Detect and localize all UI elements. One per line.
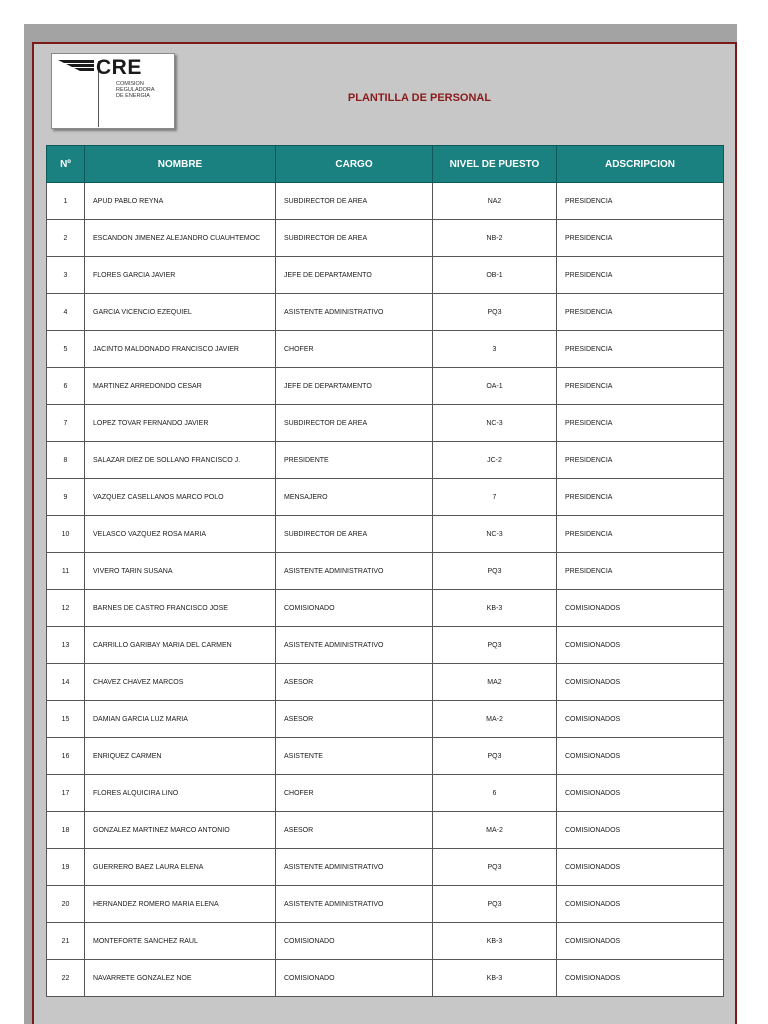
cell-nombre: ESCANDON JIMENEZ ALEJANDRO CUAUHTEMOC bbox=[85, 220, 276, 257]
table-row bbox=[47, 479, 724, 516]
table-row bbox=[47, 442, 724, 479]
cell-cargo: SUBDIRECTOR DE AREA bbox=[276, 405, 433, 442]
cell-num: 16 bbox=[47, 738, 85, 775]
cell-adscripcion: COMISIONADOS bbox=[557, 738, 724, 775]
cre-logo bbox=[51, 53, 175, 129]
cell-cargo: JEFE DE DEPARTAMENTO bbox=[276, 257, 433, 294]
cell-nombre: VIVERO TARIN SUSANA bbox=[85, 553, 276, 590]
cell-cargo: PRESIDENTE bbox=[276, 442, 433, 479]
cell-nombre: DAMIAN GARCIA LUZ MARIA bbox=[85, 701, 276, 738]
table-body bbox=[47, 183, 724, 997]
cell-adscripcion: COMISIONADOS bbox=[557, 812, 724, 849]
cell-nivel: PQ3 bbox=[433, 553, 557, 590]
cell-adscripcion: PRESIDENCIA bbox=[557, 516, 724, 553]
table-row bbox=[47, 664, 724, 701]
cell-adscripcion: PRESIDENCIA bbox=[557, 368, 724, 405]
cell-nivel: 3 bbox=[433, 331, 557, 368]
cell-nivel: MA2 bbox=[433, 664, 557, 701]
cell-nivel: NB-2 bbox=[433, 220, 557, 257]
cell-adscripcion: PRESIDENCIA bbox=[557, 183, 724, 220]
cell-cargo: ASISTENTE ADMINISTRATIVO bbox=[276, 294, 433, 331]
cell-nivel: NA2 bbox=[433, 183, 557, 220]
cell-nombre: FLORES ALQUICIRA LINO bbox=[85, 775, 276, 812]
logo-title: CRE bbox=[96, 56, 142, 79]
cell-nombre: NAVARRETE GONZALEZ NOE bbox=[85, 960, 276, 997]
table-row bbox=[47, 849, 724, 886]
cell-nivel: OB-1 bbox=[433, 257, 557, 294]
table-row bbox=[47, 701, 724, 738]
cell-num: 19 bbox=[47, 849, 85, 886]
cell-nivel: JC-2 bbox=[433, 442, 557, 479]
cell-adscripcion: PRESIDENCIA bbox=[557, 257, 724, 294]
cell-num: 13 bbox=[47, 627, 85, 664]
cell-adscripcion: PRESIDENCIA bbox=[557, 553, 724, 590]
cell-nivel: PQ3 bbox=[433, 738, 557, 775]
table-row bbox=[47, 738, 724, 775]
cell-nombre: CHAVEZ CHAVEZ MARCOS bbox=[85, 664, 276, 701]
cell-nombre: GUERRERO BAEZ LAURA ELENA bbox=[85, 849, 276, 886]
document-page bbox=[32, 42, 737, 1024]
cell-cargo: ASISTENTE ADMINISTRATIVO bbox=[276, 627, 433, 664]
cell-nivel: PQ3 bbox=[433, 886, 557, 923]
cell-nivel: KB-3 bbox=[433, 960, 557, 997]
cell-num: 9 bbox=[47, 479, 85, 516]
cell-num: 5 bbox=[47, 331, 85, 368]
cell-nivel: 7 bbox=[433, 479, 557, 516]
cell-num: 12 bbox=[47, 590, 85, 627]
cell-cargo: SUBDIRECTOR DE AREA bbox=[276, 220, 433, 257]
column-header-nombre: NOMBRE bbox=[85, 146, 276, 183]
table-header-row bbox=[47, 146, 724, 183]
table-row bbox=[47, 368, 724, 405]
cell-nombre: BARNES DE CASTRO FRANCISCO JOSE bbox=[85, 590, 276, 627]
cell-adscripcion: PRESIDENCIA bbox=[557, 220, 724, 257]
cell-cargo: ASESOR bbox=[276, 664, 433, 701]
cell-adscripcion: COMISIONADOS bbox=[557, 886, 724, 923]
cell-num: 6 bbox=[47, 368, 85, 405]
cell-adscripcion: COMISIONADOS bbox=[557, 960, 724, 997]
table-row bbox=[47, 812, 724, 849]
cell-nombre: MARTINEZ ARREDONDO CESAR bbox=[85, 368, 276, 405]
cell-nivel: NC-3 bbox=[433, 516, 557, 553]
table-row bbox=[47, 220, 724, 257]
cell-nivel: PQ3 bbox=[433, 849, 557, 886]
cell-adscripcion: COMISIONADOS bbox=[557, 849, 724, 886]
cell-cargo: JEFE DE DEPARTAMENTO bbox=[276, 368, 433, 405]
cell-nivel: PQ3 bbox=[433, 627, 557, 664]
table-row bbox=[47, 590, 724, 627]
table-row bbox=[47, 553, 724, 590]
cell-cargo: CHOFER bbox=[276, 775, 433, 812]
table-row bbox=[47, 627, 724, 664]
cell-num: 1 bbox=[47, 183, 85, 220]
table-row bbox=[47, 294, 724, 331]
cell-adscripcion: COMISIONADOS bbox=[557, 664, 724, 701]
column-header-nivel: NIVEL DE PUESTO bbox=[433, 146, 557, 183]
cell-nombre: MONTEFORTE SANCHEZ RAUL bbox=[85, 923, 276, 960]
cell-cargo: COMISIONADO bbox=[276, 590, 433, 627]
table-row bbox=[47, 516, 724, 553]
table-row bbox=[47, 923, 724, 960]
cell-num: 11 bbox=[47, 553, 85, 590]
cell-nivel: OA-1 bbox=[433, 368, 557, 405]
cell-nivel: MA-2 bbox=[433, 812, 557, 849]
cell-adscripcion: PRESIDENCIA bbox=[557, 294, 724, 331]
cell-num: 21 bbox=[47, 923, 85, 960]
cell-cargo: ASESOR bbox=[276, 812, 433, 849]
cell-num: 8 bbox=[47, 442, 85, 479]
table-row bbox=[47, 775, 724, 812]
table-row bbox=[47, 960, 724, 997]
cell-adscripcion: COMISIONADOS bbox=[557, 775, 724, 812]
cell-nombre: HERNANDEZ ROMERO MARIA ELENA bbox=[85, 886, 276, 923]
cell-cargo: ASISTENTE ADMINISTRATIVO bbox=[276, 553, 433, 590]
cell-cargo: COMISIONADO bbox=[276, 923, 433, 960]
cell-cargo: ASESOR bbox=[276, 701, 433, 738]
cell-adscripcion: PRESIDENCIA bbox=[557, 331, 724, 368]
table-row bbox=[47, 886, 724, 923]
cell-adscripcion: PRESIDENCIA bbox=[557, 442, 724, 479]
cell-num: 2 bbox=[47, 220, 85, 257]
cell-nombre: APUD PABLO REYNA bbox=[85, 183, 276, 220]
cell-cargo: CHOFER bbox=[276, 331, 433, 368]
cell-nombre: GARCIA VICENCIO EZEQUIEL bbox=[85, 294, 276, 331]
cell-cargo: SUBDIRECTOR DE AREA bbox=[276, 183, 433, 220]
document-title: PLANTILLA DE PERSONAL bbox=[347, 92, 492, 104]
cell-adscripcion: COMISIONADOS bbox=[557, 590, 724, 627]
cell-nivel: 6 bbox=[433, 775, 557, 812]
cre-logo-mark-icon bbox=[58, 60, 96, 74]
cell-nivel: PQ3 bbox=[433, 294, 557, 331]
cell-num: 18 bbox=[47, 812, 85, 849]
cell-nivel: KB-3 bbox=[433, 590, 557, 627]
cell-adscripcion: COMISIONADOS bbox=[557, 627, 724, 664]
cell-adscripcion: PRESIDENCIA bbox=[557, 479, 724, 516]
column-header-adscripcion: ADSCRIPCION bbox=[557, 146, 724, 183]
table-row bbox=[47, 405, 724, 442]
table-row bbox=[47, 257, 724, 294]
cell-nombre: VELASCO VAZQUEZ ROSA MARIA bbox=[85, 516, 276, 553]
staff-table bbox=[46, 145, 724, 997]
cell-num: 17 bbox=[47, 775, 85, 812]
cell-cargo: ASISTENTE ADMINISTRATIVO bbox=[276, 886, 433, 923]
cell-num: 20 bbox=[47, 886, 85, 923]
cell-nivel: KB-3 bbox=[433, 923, 557, 960]
table-row bbox=[47, 183, 724, 220]
cell-num: 10 bbox=[47, 516, 85, 553]
cell-nombre: LOPEZ TOVAR FERNANDO JAVIER bbox=[85, 405, 276, 442]
cell-num: 22 bbox=[47, 960, 85, 997]
cell-cargo: MENSAJERO bbox=[276, 479, 433, 516]
cell-cargo: SUBDIRECTOR DE AREA bbox=[276, 516, 433, 553]
cell-nivel: MA-2 bbox=[433, 701, 557, 738]
cell-adscripcion: PRESIDENCIA bbox=[557, 405, 724, 442]
cell-nombre: CARRILLO GARIBAY MARIA DEL CARMEN bbox=[85, 627, 276, 664]
cell-num: 15 bbox=[47, 701, 85, 738]
cell-nombre: GONZALEZ MARTINEZ MARCO ANTONIO bbox=[85, 812, 276, 849]
cell-cargo: ASISTENTE ADMINISTRATIVO bbox=[276, 849, 433, 886]
cell-num: 4 bbox=[47, 294, 85, 331]
cell-nivel: NC-3 bbox=[433, 405, 557, 442]
cell-nombre: JACINTO MALDONADO FRANCISCO JAVIER bbox=[85, 331, 276, 368]
column-header-num: Nº bbox=[47, 146, 85, 183]
cell-cargo: ASISTENTE bbox=[276, 738, 433, 775]
cell-num: 3 bbox=[47, 257, 85, 294]
cell-nombre: VAZQUEZ CASELLANOS MARCO POLO bbox=[85, 479, 276, 516]
cell-adscripcion: COMISIONADOS bbox=[557, 923, 724, 960]
cell-nombre: SALAZAR DIEZ DE SOLLANO FRANCISCO J. bbox=[85, 442, 276, 479]
cell-nombre: FLORES GARCIA JAVIER bbox=[85, 257, 276, 294]
column-header-cargo: CARGO bbox=[276, 146, 433, 183]
cell-cargo: COMISIONADO bbox=[276, 960, 433, 997]
logo-subtitle: COMISION REGULADORA DE ENERGIA bbox=[116, 81, 155, 99]
cell-num: 7 bbox=[47, 405, 85, 442]
table-row bbox=[47, 331, 724, 368]
cell-nombre: ENRIQUEZ CARMEN bbox=[85, 738, 276, 775]
cell-num: 14 bbox=[47, 664, 85, 701]
cell-adscripcion: COMISIONADOS bbox=[557, 701, 724, 738]
